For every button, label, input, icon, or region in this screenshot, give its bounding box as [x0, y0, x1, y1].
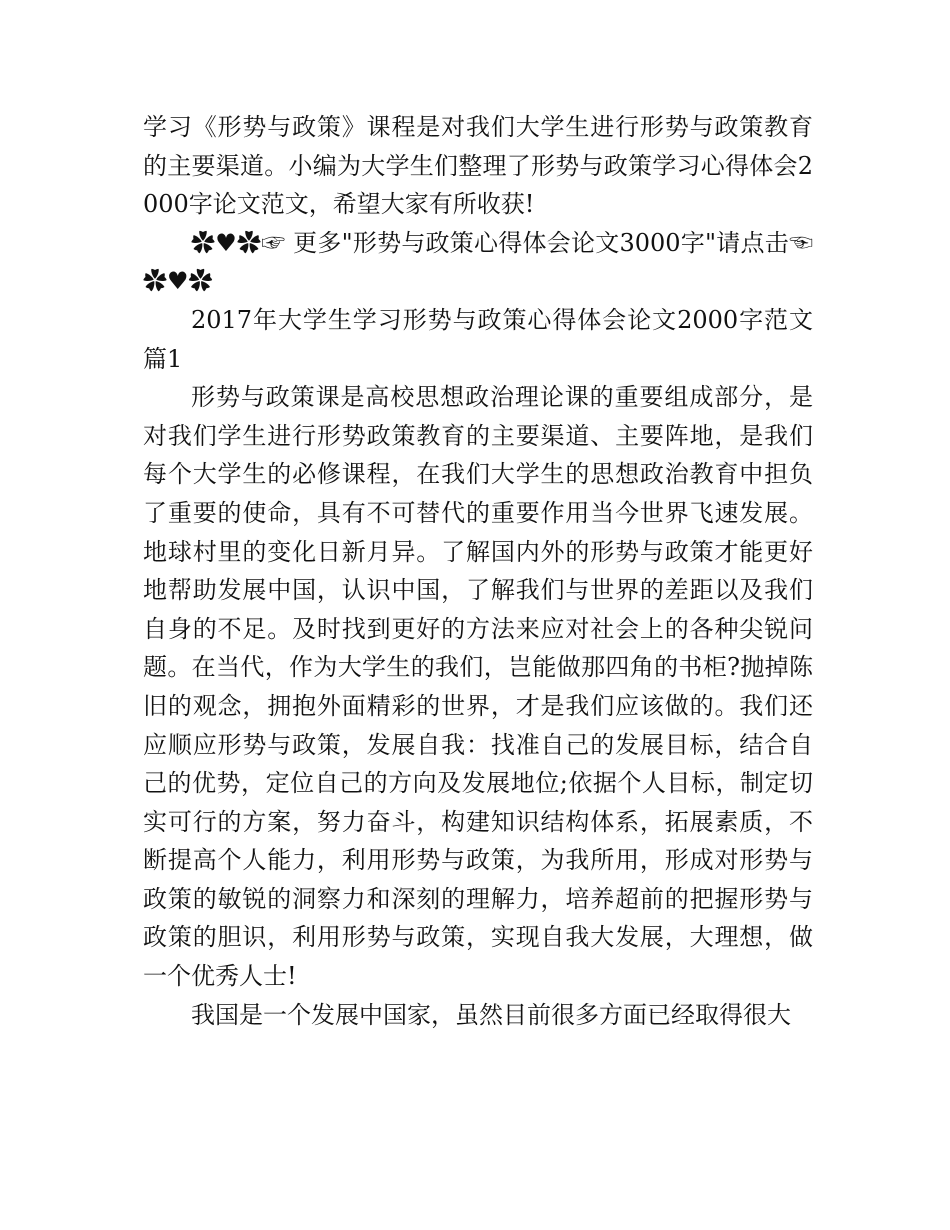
document-page	[143, 108, 813, 1034]
intro-paragraph: 学习《形势与政策》课程是对我们大学生进行形势与政策教育的主要渠道。小编为大学生们整理了形势与政策学习心得体会2000字论文范文，希望大家有所收获!	[143, 113, 813, 219]
body-paragraph-continued: 我国是一个发展中国家，虽然目前很多方面已经取得很大	[191, 1000, 791, 1029]
article-heading: 2017年大学生学习形势与政策心得体会论文2000字范文篇1	[143, 305, 813, 373]
body-paragraph: 形势与政策课是高校思想政治理论课的重要组成部分，是对我们学生进行形势政策教育的主要渠道、主要阵地，是我们每个大学生的必修课程，在我们大学生的思想政治教育中担负了重要的使命，具有不可替代的重要作用当今世界飞速发展。地球村里的变化日新月异。了解国内外的形势与政策才能更好地帮助发展中国，认识中国，了解我们与世界的差距以及我们自身的不足。及时找到更好的方法来应对社会上的各种尖锐问题。在当代，作为大学生的我们，岂能做那四角的书柜?抛掉陈旧的观念，拥抱外面精彩的世界，才是我们应该做的。我们还应顺应形势与政策，发展自我：找准自己的发展目标，结合自己的优势，定位自己的方向及发展地位;依据个人目标，制定切实可行的方案，努力奋斗，构建知识结构体系，拓展素质，不断提高个人能力，利用形势与政策，为我所用，形成对形势与政策的敏锐的洞察力和深刻的理解力，培养超前的把握形势与政策的胆识，利用形势与政策，实现自我大发展，大理想，做一个优秀人士!	[143, 383, 813, 991]
more-link-paragraph[interactable]: ✿♥✿☞ 更多"形势与政策心得体会论文3000字"请点击☜✿♥✿	[143, 228, 813, 296]
